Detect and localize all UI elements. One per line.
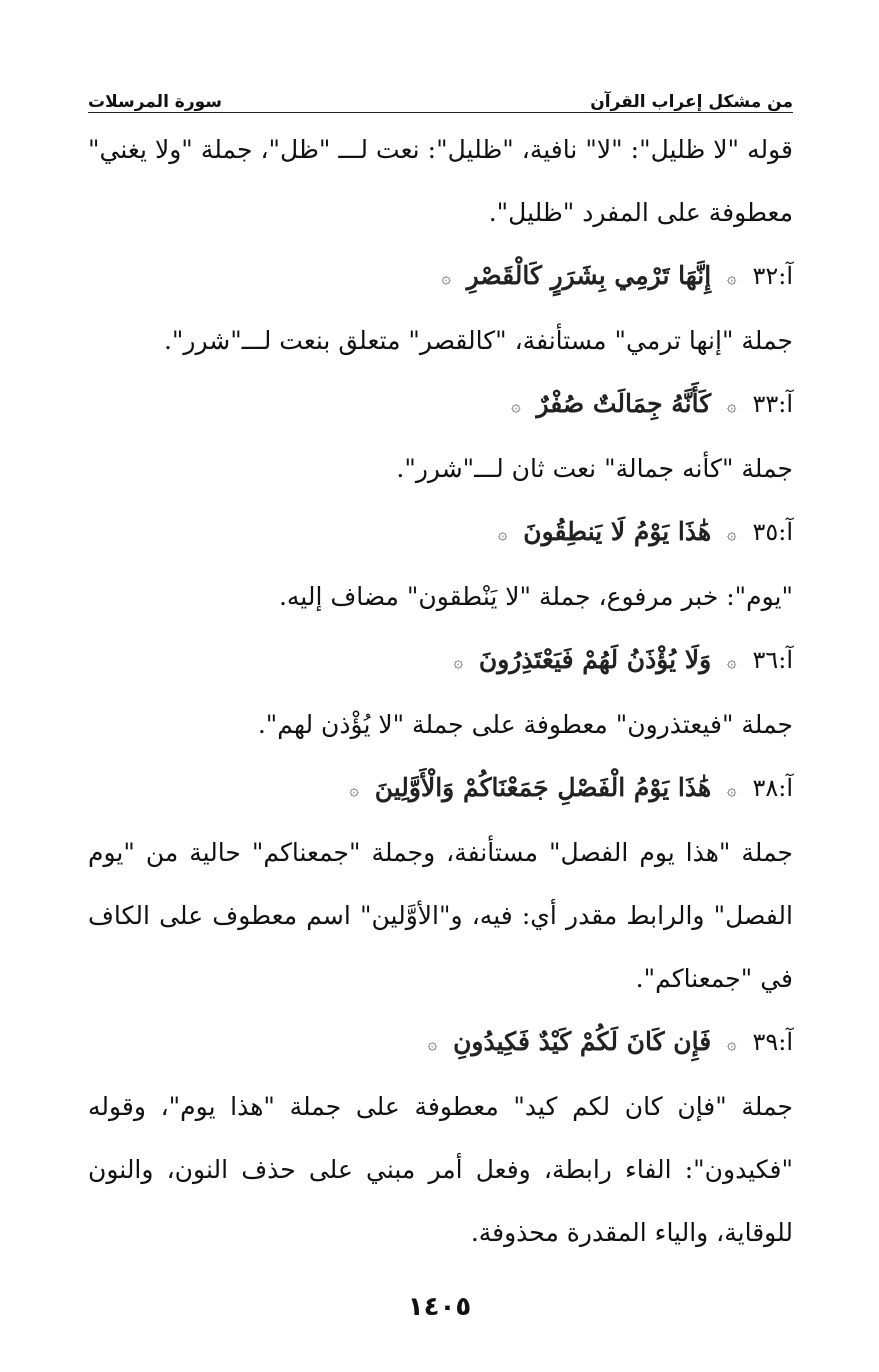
quran-text: كَأَنَّهُ جِمَالَتٌ صُفْرٌ — [536, 389, 712, 418]
verse-line — [88, 372, 793, 437]
quran-text: هَٰذَا يَوْمُ لَا يَنطِقُونَ — [523, 517, 712, 546]
verse-number: آ:٣٦ — [752, 646, 793, 674]
verse-ornament-icon: ۞ — [727, 524, 737, 543]
paragraph: "يوم": خبر مرفوع، جملة "لا يَنْطقون" مضاف إليه. — [278, 582, 793, 611]
paragraph: جملة "إنها ترمي" مستأنفة، "كالقصر" متعلق بنعت لـــ"شرر". — [163, 326, 793, 355]
verse-ornament-icon: ۞ — [349, 780, 359, 799]
verse-ornament-icon: ۞ — [727, 652, 737, 671]
quran-text: فَإِن كَانَ لَكُمْ كَيْدٌ فَكِيدُونِ — [453, 1027, 712, 1056]
verse-line — [88, 244, 793, 309]
verse-number: آ:٣٩ — [752, 1028, 793, 1056]
paragraph: جملة "كأنه جمالة" نعت ثان لـــ"شرر". — [396, 454, 793, 483]
header-divider — [88, 112, 793, 113]
page-body — [88, 118, 793, 1264]
quran-text: هَٰذَا يَوْمُ الْفَصْلِ جَمَعْنَاكُمْ وَالْأَوَّلِينَ — [374, 773, 712, 802]
verse-ornament-icon: ۞ — [727, 396, 737, 415]
verse-ornament-icon: ۞ — [727, 268, 737, 287]
verse-number: آ:٣٣ — [752, 390, 793, 418]
quran-text: إِنَّهَا تَرْمِي بِشَرَرٍ كَالْقَصْرِ — [466, 261, 712, 290]
paragraph: جملة "فإن كان لكم كيد" معطوفة على جملة "هذا يوم"، وقوله "فكيدون": الفاء رابطة، وفعل أمر مبني على حذف النون، والنون للوقاية، والياء المقدرة محذوفة. — [88, 1092, 793, 1247]
surah-name: سورة المرسلات — [88, 92, 223, 112]
paragraph: جملة "هذا يوم الفصل" مستأنفة، وجملة "جمعناكم" حالية من "يوم الفصل" والرابط مقدر أي: فيه، و"الأوَّلين" اسم معطوف على الكاف في "جمعناكم". — [88, 838, 793, 993]
page-number: ١٤٠٥ — [407, 1292, 472, 1322]
verse-ornament-icon: ۞ — [427, 1034, 438, 1053]
verse-ornament-icon: ۞ — [727, 1034, 737, 1053]
book-title: من مشكل إعراب القرآن — [590, 92, 793, 112]
verse-line — [88, 1010, 793, 1075]
verse-number: آ:٣٥ — [752, 518, 793, 546]
running-header — [88, 82, 793, 112]
verse-ornament-icon: ۞ — [441, 268, 451, 287]
verse-ornament-icon: ۞ — [727, 780, 737, 799]
verse-number: آ:٣٨ — [752, 774, 793, 802]
quran-text: وَلَا يُؤْذَنُ لَهُمْ فَيَعْتَذِرُونَ — [478, 645, 712, 674]
paragraph: قوله "لا ظليل": "لا" نافية، "ظليل": نعت لـــ "ظل"، جملة "ولا يغني" معطوفة على المفرد "ظليل". — [88, 135, 793, 227]
paragraph: جملة "فيعتذرون" معطوفة على جملة "لا يُؤْذن لهم". — [257, 710, 793, 739]
verse-ornament-icon: ۞ — [511, 396, 521, 415]
verse-ornament-icon: ۞ — [453, 652, 463, 671]
verse-ornament-icon: ۞ — [497, 524, 508, 543]
verse-line — [88, 628, 793, 693]
verse-line — [88, 500, 793, 565]
verse-line — [88, 756, 793, 821]
verse-number: آ:٣٢ — [752, 262, 793, 290]
